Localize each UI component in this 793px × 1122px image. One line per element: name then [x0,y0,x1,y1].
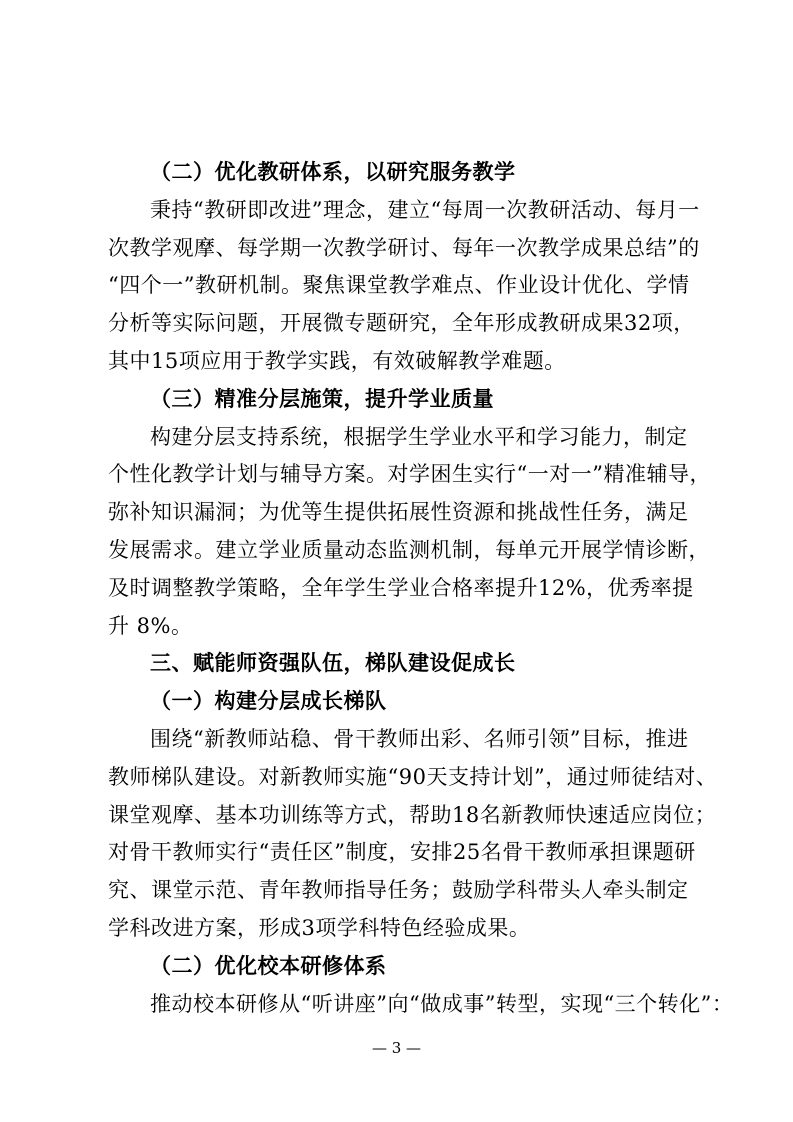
paragraph-line: “四个一”教研机制。聚焦课堂教学难点、作业设计优化、学情 [108,273,690,298]
paragraph-line: 课堂观摩、基本功训练等方式，帮助18名新教师快速适应岗位； [108,802,717,827]
paragraph-line: 秉持“教研即改进”理念，建立“每周一次教研活动、每月一 [150,197,700,222]
page-number: — 3 — [371,1039,422,1057]
section-heading-2-2: （二）优化教研体系，以研究服务教学 [150,159,516,184]
paragraph-line: 学科改进方案，形成3项学科特色经验成果。 [108,916,531,940]
paragraph-line: 构建分层支持系统，根据学生学业水平和学习能力，制定 [150,424,688,449]
paragraph-line: 对骨干教师实行“责任区”制度，安排25名骨干教师承担课题研 [108,840,696,865]
paragraph-line: 弥补知识漏洞；为优等生提供拓展性资源和挑战性任务，满足 [108,500,689,525]
paragraph-line: 究、课堂示范、青年教师指导任务；鼓励学科带头人牵头制定 [108,878,689,903]
section-heading-3: 三、赋能师资强队伍，梯队建设促成长 [150,650,516,676]
paragraph-line: 其中15项应用于教学实践，有效破解教学难题。 [108,349,566,373]
paragraph-line: 分析等实际问题，开展微专题研究，全年形成教研成果32项， [108,311,695,336]
paragraph-line: 及时调整教学策略，全年学生学业合格率提升12%，优秀率提 [108,575,694,600]
section-heading-3-1: （一）构建分层成长梯队 [150,688,387,714]
paragraph-line: 次教学观摩、每学期一次教学研讨、每年一次教学成果总结”的 [108,235,700,260]
paragraph-line: 推动校本研修从“听讲座”向“做成事”转型，实现“三个转化”： [150,991,734,1016]
paragraph-line: 围绕“新教师站稳、骨干教师出彩、名师引领”目标，推进 [150,727,689,751]
section-heading-3-2: （二）优化校本研修体系 [150,952,387,978]
section-heading-2-3: （三）精准分层施策，提升学业质量 [150,385,494,411]
paragraph-line: 教师梯队建设。对新教师实施“90天支持计划”，通过师徒结对、 [108,764,718,789]
paragraph-line: 升 8%。 [108,613,193,638]
paragraph-line: 发展需求。建立学业质量动态监测机制，每单元开展学情诊断， [108,538,710,562]
paragraph-line: 个性化教学计划与辅导方案。对学困生实行“一对一”精准辅导， [108,462,711,487]
